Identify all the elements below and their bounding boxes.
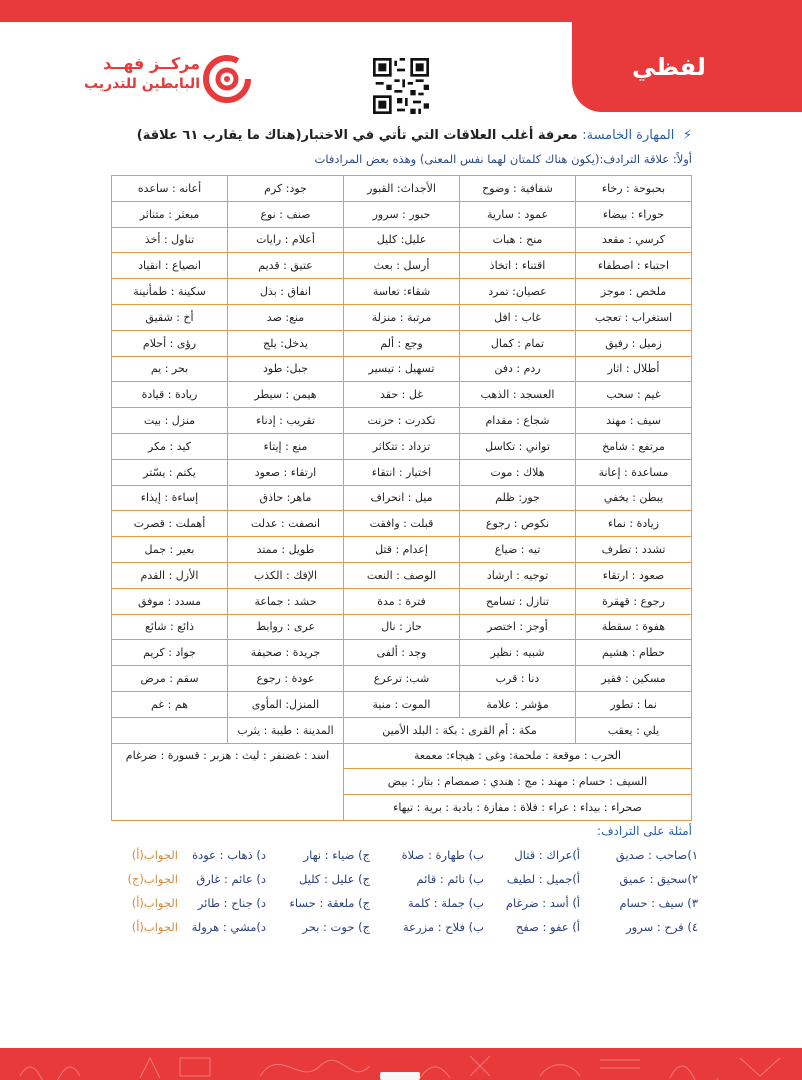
table-cell: حشد : جماعة xyxy=(228,588,344,614)
table-cell: غاب : افل xyxy=(460,304,576,330)
table-row xyxy=(112,537,692,563)
example-option: ج) ملعقة : حساء xyxy=(289,896,370,910)
table-row xyxy=(112,511,692,537)
table-cell: شبيه : نظير xyxy=(460,640,576,666)
table-cell: يكتم : يسّتر xyxy=(112,459,228,485)
table-cell: رجوع : قهقرة xyxy=(576,588,692,614)
table-row xyxy=(112,691,692,717)
examples-title: أمثلة على الترادف: xyxy=(597,824,692,838)
table-cell: مؤشر : علامة xyxy=(460,691,576,717)
table-row xyxy=(112,459,692,485)
table-cell: المنزل: المأوى xyxy=(228,691,344,717)
example-option: د) عائم : غارق xyxy=(196,872,266,886)
table-cell: وجع : ألم xyxy=(344,330,460,356)
example-option: ج) عليل : كليل xyxy=(298,872,370,886)
table-cell: سكينة : طمأنينة xyxy=(112,279,228,305)
table-cell: يبطن : يخفي xyxy=(576,485,692,511)
table-row xyxy=(112,562,692,588)
table-cell: تكدرت : حزنت xyxy=(344,408,460,434)
example-row xyxy=(127,872,698,892)
table-cell: شب: ترعرع xyxy=(344,666,460,692)
table-cell: كرسي : مقعد xyxy=(576,227,692,253)
table-cell: انصفت : عدلت xyxy=(228,511,344,537)
example-option: ب) جملة : كلمة xyxy=(408,896,484,910)
qr-code-icon xyxy=(373,58,429,114)
table-cell: بحر : يم xyxy=(112,356,228,382)
table-cell: طويل : ممتد xyxy=(228,537,344,563)
table-cell: بحبوحة : رخاء xyxy=(576,176,692,202)
example-answer: الجواب(أ) xyxy=(131,848,178,862)
table-cell: أعلام : رايات xyxy=(228,227,344,253)
table-cell: زميل : رفيق xyxy=(576,330,692,356)
table-cell: الوصف : النعت xyxy=(344,562,460,588)
table-row xyxy=(112,666,692,692)
example-answer: الجواب(أ) xyxy=(131,896,178,910)
table-cell: تقريب : إدناء xyxy=(228,408,344,434)
table-cell: السيف : حسام : مهند : مج : هندي : صمصام : بتار : بيض xyxy=(344,769,692,795)
table-cell: اجتباء : اصطفاء xyxy=(576,253,692,279)
table-cell: زيادة : نماء xyxy=(576,511,692,537)
section-tab-label: لفظي xyxy=(632,53,706,81)
top-bar xyxy=(0,0,802,22)
example-row xyxy=(130,920,698,940)
table-row-wide-2 xyxy=(112,743,692,769)
table-cell: منزل : بيت xyxy=(112,408,228,434)
example-row xyxy=(130,896,698,916)
example-option: ب) فلاح : مزرعة xyxy=(402,920,484,934)
table-cell: ارتقاء : صعود xyxy=(228,459,344,485)
synonyms-table xyxy=(111,175,692,821)
table-cell: جبل: طود xyxy=(228,356,344,382)
table-cell: يلي : يعقب xyxy=(576,717,692,743)
table-cell: بعير : جمل xyxy=(112,537,228,563)
subheading: أولاً: علاقة الترادف:(يكون هناك كلمتان لهما نفس المعنى) وهذه بعض المرادفات xyxy=(314,152,692,166)
table-row xyxy=(112,588,692,614)
table-cell: استغراب : تعجب xyxy=(576,304,692,330)
table-cell: فترة : مدة xyxy=(344,588,460,614)
table-cell: المدينة : طيبة : يثرب xyxy=(228,717,344,743)
logo xyxy=(82,54,254,104)
table-cell: حوراء : بيضاء xyxy=(576,201,692,227)
table-cell: رؤى : أحلام xyxy=(112,330,228,356)
table-cell: عصيان: تمرد xyxy=(460,279,576,305)
table-row xyxy=(112,640,692,666)
target-logo-icon xyxy=(202,54,252,104)
table-cell: حطام : هشيم xyxy=(576,640,692,666)
table-cell: هفوة : سقطة xyxy=(576,614,692,640)
table-cell: تشدد : تطرف xyxy=(576,537,692,563)
example-option: ب) نائم : قائم xyxy=(416,872,484,886)
synonyms-table-body xyxy=(112,176,692,821)
table-row xyxy=(112,201,692,227)
table-cell: نما : تطور xyxy=(576,691,692,717)
example-option: د) جناح : طائر xyxy=(197,896,266,910)
example-option: أ) أسد : ضرغام xyxy=(505,896,580,910)
table-cell: مبعثر : متناثر xyxy=(112,201,228,227)
table-cell: جريدة : صحيفة xyxy=(228,640,344,666)
table-cell: الأزل : القدم xyxy=(112,562,228,588)
table-cell: ماهر: حاذق xyxy=(228,485,344,511)
table-cell: اختيار : انتقاء xyxy=(344,459,460,485)
table-cell: اقتناء : اتخاذ xyxy=(460,253,576,279)
table-cell: شفافية : وضوح xyxy=(460,176,576,202)
table-cell: عمود : سارية xyxy=(460,201,576,227)
table-cell: تسهيل : تيسير xyxy=(344,356,460,382)
logo-line1: مركــز فهــد xyxy=(103,54,200,73)
example-question: ٤) فرح : سرور xyxy=(626,920,698,934)
table-cell: مسدد : موفق xyxy=(112,588,228,614)
table-cell: تمام : كمال xyxy=(460,330,576,356)
example-answer: الجواب(ج) xyxy=(127,872,178,886)
table-cell: صعود : ارتقاء xyxy=(576,562,692,588)
table-cell: ميل : انحراف xyxy=(344,485,460,511)
table-cell: عليل: كليل xyxy=(344,227,460,253)
table-cell: مرتبة : منزلة xyxy=(344,304,460,330)
example-option: د)مشي : هرولة xyxy=(191,920,266,934)
table-row xyxy=(112,408,692,434)
table-cell: يدخل: يلج xyxy=(228,330,344,356)
example-answer: الجواب(أ) xyxy=(131,920,178,934)
example-option: ج) حوت : بحر xyxy=(302,920,370,934)
table-cell: مكة : أم القرى : بكة : البلد الأمين xyxy=(344,717,576,743)
heading-label: المهارة الخامسة: xyxy=(582,128,675,143)
table-cell: قبلت : وافقت xyxy=(344,511,460,537)
table-row xyxy=(112,614,692,640)
table-row xyxy=(112,253,692,279)
heading-text: معرفة أغلب العلاقات التي تأتي في الاختبار(هناك ما يقارب ٦١ علاقة) xyxy=(136,128,578,143)
table-cell: سيف : مهند xyxy=(576,408,692,434)
example-question: ٣) سيف : حسام xyxy=(619,896,698,910)
example-option: ب) طهارة : صلاة xyxy=(401,848,484,862)
example-option: أ)عراك : قتال xyxy=(514,848,580,862)
table-row xyxy=(112,227,692,253)
table-cell: شقاء: تعاسة xyxy=(344,279,460,305)
logo-text xyxy=(82,54,200,94)
table-cell: الحرب : موقعة : ملحمة: وغى : هيجاء: معمعة xyxy=(344,743,692,769)
table-cell: هلاك : موت xyxy=(460,459,576,485)
table-cell: ذائع : شائع xyxy=(112,614,228,640)
table-cell: جور: ظلم xyxy=(460,485,576,511)
table-cell: الإفك : الكذب xyxy=(228,562,344,588)
table-cell: أهملت : قصرت xyxy=(112,511,228,537)
table-cell: دنا : قرب xyxy=(460,666,576,692)
table-cell: ملخص : موجز xyxy=(576,279,692,305)
table-cell: سقم : مرض xyxy=(112,666,228,692)
table-cell: أطلال : اثار xyxy=(576,356,692,382)
example-row xyxy=(130,848,698,868)
table-cell: صنف : نوع xyxy=(228,201,344,227)
table-cell: الموت : منية xyxy=(344,691,460,717)
table-cell: عودة : رجوع xyxy=(228,666,344,692)
table-cell: أوجز : اختصر xyxy=(460,614,576,640)
table-cell: منح : هبات xyxy=(460,227,576,253)
table-cell: انصياع : انقياد xyxy=(112,253,228,279)
decorative-pattern xyxy=(0,1048,802,1080)
table-cell: منع: صد xyxy=(228,304,344,330)
table-cell: العسجد : الذهب xyxy=(460,382,576,408)
example-option: ج) ضياء : نهار xyxy=(303,848,370,862)
table-cell: إساءة : إيذاء xyxy=(112,485,228,511)
table-cell: شجاع : مقدام xyxy=(460,408,576,434)
table-cell: اسد : غضنفر : ليث : هزبر : قسورة : ضرغام xyxy=(112,743,344,820)
table-cell: حبور : سرور xyxy=(344,201,460,227)
table-cell: غيم : سحب xyxy=(576,382,692,408)
table-cell: عرى : روابط xyxy=(228,614,344,640)
table-row xyxy=(112,304,692,330)
table-cell: أخ : شقيق xyxy=(112,304,228,330)
table-cell: ريادة : قيادة xyxy=(112,382,228,408)
table-cell: الأجداث: القبور xyxy=(344,176,460,202)
table-cell: أعانه : ساعده xyxy=(112,176,228,202)
table-cell: تيه : ضياع xyxy=(460,537,576,563)
section-tab xyxy=(572,22,802,112)
table-row xyxy=(112,279,692,305)
table-row xyxy=(112,330,692,356)
example-option: د) ذهاب : عودة xyxy=(192,848,266,862)
table-cell: أرسل : بعث xyxy=(344,253,460,279)
table-cell: جود: كرم xyxy=(228,176,344,202)
example-option: أ)جميل : لطيف xyxy=(506,872,580,886)
table-cell: منع : إيتاء xyxy=(228,433,344,459)
table-cell: توجيه : ارشاد xyxy=(460,562,576,588)
table-row xyxy=(112,485,692,511)
table-cell: عتيق : قديم xyxy=(228,253,344,279)
table-row-wide-1 xyxy=(112,717,692,743)
table-cell: تناول : أخذ xyxy=(112,227,228,253)
table-cell: تزداد : تتكاثر xyxy=(344,433,460,459)
table-cell: مساعدة : إعانة xyxy=(576,459,692,485)
example-option: أ) عفو : صفح xyxy=(515,920,580,934)
table-cell: غل : حقد xyxy=(344,382,460,408)
bottom-bar xyxy=(0,1048,802,1080)
table-cell: إعدام : قتل xyxy=(344,537,460,563)
logo-line2: البابطين للتدريب xyxy=(83,76,200,92)
table-cell: تنازل : تسامح xyxy=(460,588,576,614)
table-cell: صحراء : بيداء : عراء : فلاة : مفازة : بادية : برية : تيهاء xyxy=(344,795,692,821)
table-cell: هيمن : سيطر xyxy=(228,382,344,408)
table-row xyxy=(112,176,692,202)
lightning-icon: ⚡ xyxy=(682,128,692,143)
table-cell: انفاق : بذل xyxy=(228,279,344,305)
table-cell: وجد : ألفى xyxy=(344,640,460,666)
table-row xyxy=(112,382,692,408)
table-cell: تواني : تكاسل xyxy=(460,433,576,459)
table-cell: جواد : كريم xyxy=(112,640,228,666)
example-question: ٢)سحيق : عميق xyxy=(619,872,698,886)
section-heading xyxy=(137,128,692,143)
table-cell xyxy=(112,717,228,743)
table-cell: مسكين : فقير xyxy=(576,666,692,692)
table-row xyxy=(112,356,692,382)
example-question: ١)صاحب : صديق xyxy=(615,848,698,862)
table-cell: كيد : مكر xyxy=(112,433,228,459)
table-cell: هم : غم xyxy=(112,691,228,717)
table-cell: نكوص : رجوع xyxy=(460,511,576,537)
table-cell: ردم : دفن xyxy=(460,356,576,382)
table-row xyxy=(112,433,692,459)
table-cell: مرتفع : شامخ xyxy=(576,433,692,459)
table-cell: حاز : نال xyxy=(344,614,460,640)
